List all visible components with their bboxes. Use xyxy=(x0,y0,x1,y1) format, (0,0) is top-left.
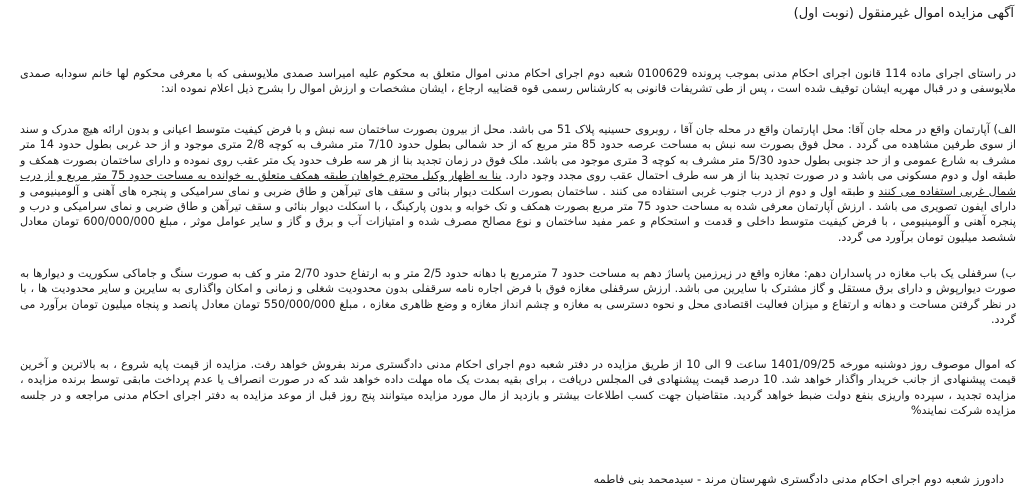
auction-terms-paragraph: که اموال موصوف روز دوشنبه مورخه 1401/09/25 ساعت 9 الی 10 از طریق مزایده در دفتر شعبه دوم اجرای احکام مدنی دادگستری مرند بفروش خواهد رفت. مزایده از قیمت پایه شروع ، به بالاترین و آخرین قیمت پیشنهادی از جانب خریدار واگذار خواهد شد. 10 درصد قیمت پیشنهادی فی المجلس دریافت ، برای بقیه بمدت یک ماه مهلت داده خواهد شد که در صورت انصراف یا عدم پرداخت مابقی توسط برنده مزایده ، مزایده تجدید ، سپرده واریزی بنفع دولت ضبط خواهد گردید. متقاضیان جهت کسب اطلاعات بیشتر و بازدید از مال مورد مزایده میتوانند پنج روز قبل از موعد مزایده به دفتر اجرای احکام مدنی مراجعه و در جلسه مزایده شرکت نمایند% xyxy=(20,358,1016,418)
item-a-text: الف) آپارتمان واقع در محله جان آقا: محل اپارتمان واقع در محله جان آقا ، روبروی حسینیه پلاک 51 می باشد. محل از بیرون بصورت ساختمان سه نبش و با فرض کیفیت متوسط اعیانی و بدون ارائه هیچ مدرک و سند از سوی طرفین مشاهده می گردد . محل فوق بصورت سه نبش به مساحت عرصه حدود 85 متر مربع که از حد شمالی بطول حدود 7/10 متر مشرف به کوچه 2/8 متری موجود و از حد غربی بطول حدود 14 متر مشرف به شارع عمومی و از حد جنوبی بطول حدود 5/30 متر مشرف به کوچه 3 متری موجود می باشد. ملک فوق در زمان تجدید بنا از هر سه طرف حدود یک متر عقب روی نموده و دارای ساختمان بصورت همکف و طبقه اول و دوم مسکونی می باشد و در صورت تجدید بنا از هر سه طرف احتمال عقب روی مجدد وجود دارد. xyxy=(20,123,1016,183)
item-b-shop-paragraph: ب) سرقفلی یک باب مغازه در پاسداران دهم: مغازه واقع در زیرزمین پاساژ دهم به مساحت حدود 7 مترمربع با دهانه حدود 2/5 متر و به ارتفاع حدود 2/70 متر و کف به صورت سنگ و جاماکی سکوریت و دیوارها به صورت دیوارپوش و دارای برق مستقل و گاز مشترک با سایرین می باشد. ارزش سرقفلی مغازه فوق با فرض اجاره نامه سرقفلی بدون محدودیت شغلی و زمانی و امکان واگذاری به سایرین و سایر محدودیت ها ، با در نظر گرفتن مساحت و دهانه و ارتفاع و میزان فعالیت اقتصادی محل و نحوه دسترسی به مغازه و چشم انداز مغازه و وضع ظاهری مغازه ، مبلغ 550/000/000 تومان معادل پانصد و پنجاه میلیون تومان برآورد می گردد. xyxy=(20,267,1017,327)
item-a-apartment-paragraph xyxy=(20,122,1016,245)
signature-line: دادورز شعبه دوم اجرای احکام مدنی دادگستری شهرستان مرند - سیدمحمد بنی فاطمه xyxy=(593,472,1004,486)
intro-paragraph: در راستای اجرای ماده 114 قانون اجرای احکام مدنی بموجب پرونده 0100629 شعبه دوم اجرای احکام مدنی اموال متعلق به محکوم علیه امیراسد صمدی ملایوسفی که با معرفی محکوم لها خانم سودابه صمدی ملایوسفی و در قبال مهریه ایشان توقیف شده است ، پس از طی تشریفات قانونی به کارشناس رسمی قوه قضاییه ارجاع ، ایشان مشخصات و ارزش اموال را بشرح ذیل اعلام نموده اند: xyxy=(20,67,1016,96)
item-a-text-continued: و طبقه اول و دوم از درب جنوب غربی استفاده می کنند . ساختمان بصورت اسکلت دیوار بنائی و سقف های تیرآهن و طاق ضربی و نمای سرامیکی و پنجره های آهنی و آلومینیومی و دارای ایفون تصویری می باشد . ارزش آپارتمان معرفی شده به مساحت حدود 75 متر مربع بصورت همکف و تک خوابه و بدون پارکینگ ، با اسکلت دیوار بنائی و سقف تیرآهن و طاق ضربی و نمای سرامیکی و درب و پنجره آهنی و آلومینیومی ، با فرض کیفیت متوسط داخلی و قدمت و استحکام و عمر مفید ساختمان و نوع مصالح مصرف شده و امتیازات آب و برق و گاز و سایر عوامل موثر ، مبلغ 600/000/000 تومان معادل ششصد میلیون تومان برآورد می گردد. xyxy=(20,184,1016,244)
item-a-underlined-text: بنا به اظهار وکیل محترم خواهان طبقه همکف متعلق به خوانده به مساحت حدود 75 متر مربع و از درب شمال غربی استفاده می کنند xyxy=(20,169,1017,198)
notice-title: آگهی مزایده اموال غیرمنقول (نوبت اول) xyxy=(793,6,1014,21)
